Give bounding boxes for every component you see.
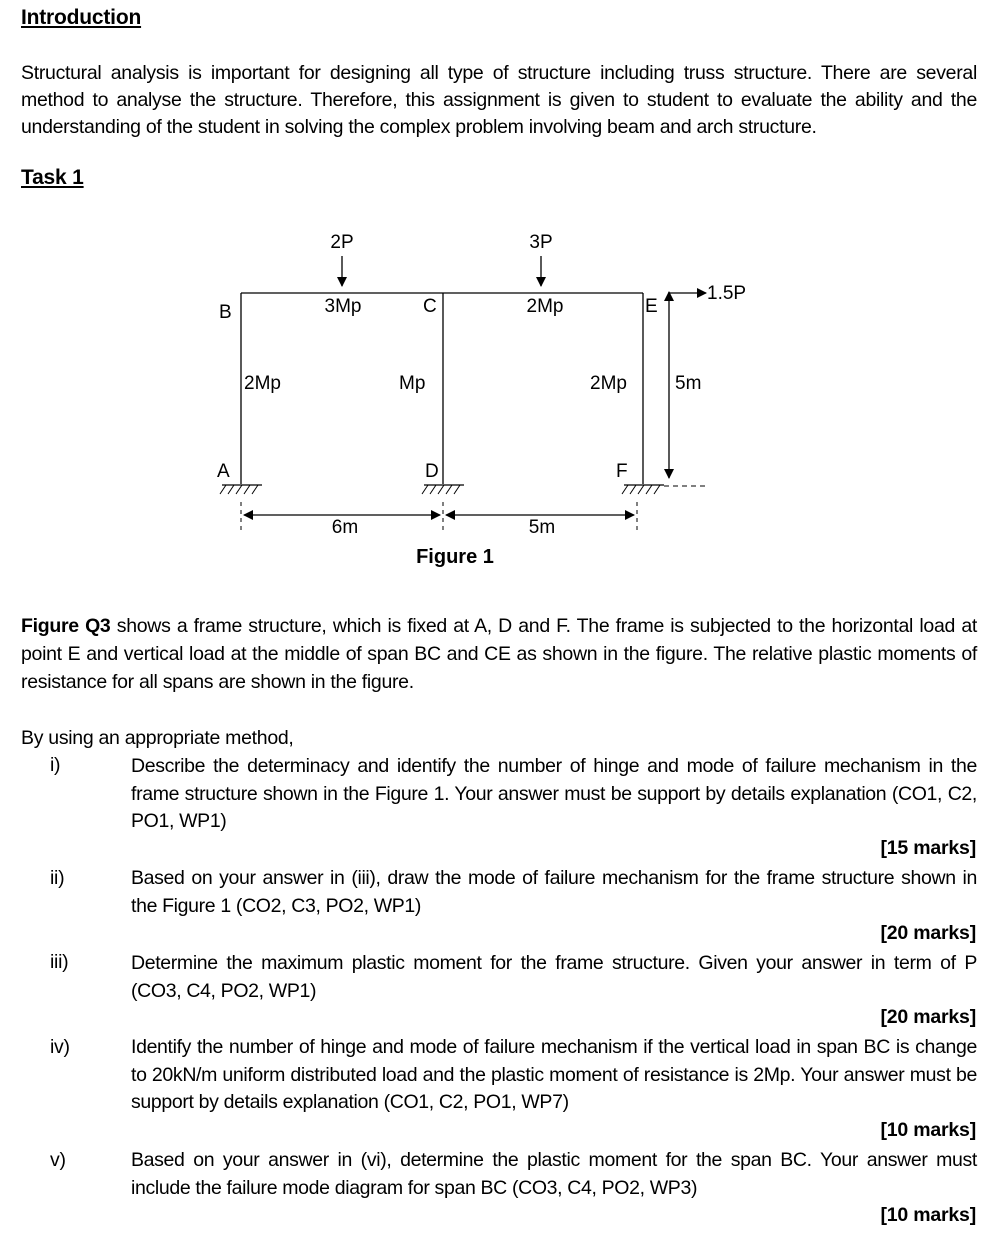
- question-numeral: i): [50, 754, 61, 776]
- fixed-support-d: [422, 485, 464, 494]
- frame-figure: [0, 220, 1002, 580]
- question-text: Determine the maximum plastic moment for the frame structure. Given your answer in term of P (CO3, C4, PO2, WP1): [131, 952, 977, 1002]
- load-label-bc: 2P: [330, 232, 354, 253]
- node-label-d: D: [425, 461, 439, 482]
- introduction-paragraph: Structural analysis is important for designing all type of structure including truss structure. There are several method to analyse the structure. Therefore, this assignment is given to student to evaluate the ability and the understanding of the student in solving the complex problem involving beam and arch structure.: [21, 62, 977, 138]
- question-marks: [20 marks]: [880, 922, 976, 944]
- question-text: Based on your answer in (iii), draw the mode of failure mechanism for the frame structure shown in the Figure 1 (CO2, C3, PO2, WP1): [131, 867, 977, 917]
- span-label-df: 5m: [528, 517, 556, 538]
- node-label-f: F: [616, 461, 628, 482]
- question-numeral: iv): [50, 1036, 70, 1058]
- fixed-support-a: [220, 485, 262, 494]
- question-marks: [10 marks]: [880, 1204, 976, 1226]
- description-paragraph: [21, 612, 977, 696]
- moment-label-ce: 2Mp: [526, 296, 564, 317]
- task-heading: Task 1: [21, 166, 84, 189]
- question-numeral: iii): [50, 951, 69, 973]
- horizontal-load-label: 1.5P: [707, 283, 747, 304]
- question-text: Describe the determinacy and identify the number of hinge and mode of failure mechanism in the frame structure shown in the Figure 1. Your answer must be support by details explanation (CO1, C2, PO1, WP1): [131, 755, 977, 832]
- description-text: shows a frame structure, which is fixed at A, D and F. The frame is subjected to the horizontal load at point E and vertical load at the middle of span BC and CE as shown in the figure. The relative plastic moments of resistance for all spans are shown in the figure.: [21, 615, 977, 693]
- method-intro: By using an appropriate method,: [21, 727, 294, 749]
- node-label-b: B: [219, 302, 232, 323]
- question-marks: [20 marks]: [880, 1006, 976, 1028]
- figure-caption: Figure 1: [416, 546, 494, 568]
- question-text: Based on your answer in (vi), determine the plastic moment for the span BC. Your answer must include the failure mode diagram for span BC (CO3, C4, PO2, WP3): [131, 1149, 977, 1199]
- height-dimension-label: 5m: [675, 373, 702, 394]
- fixed-support-f: [622, 485, 664, 494]
- question-numeral: ii): [50, 867, 65, 889]
- description-lead: Figure Q3: [21, 615, 111, 637]
- moment-label-ef: 2Mp: [590, 373, 627, 394]
- question-marks: [15 marks]: [880, 837, 976, 859]
- question-marks: [10 marks]: [880, 1119, 976, 1141]
- introduction-heading: Introduction: [21, 6, 142, 29]
- span-label-ad: 6m: [331, 517, 359, 538]
- question-numeral: v): [50, 1149, 66, 1171]
- question-text: Identify the number of hinge and mode of failure mechanism if the vertical load in span BC is change to 20kN/m uniform distributed load and the plastic moment of resistance is 2Mp. Your answer must be support by details explanation (CO1, C2, PO1, WP7): [131, 1036, 977, 1113]
- moment-label-ab: 2Mp: [244, 373, 281, 394]
- node-label-a: A: [217, 461, 230, 482]
- node-label-e: E: [645, 296, 658, 317]
- load-label-ce: 3P: [529, 232, 553, 253]
- node-label-c: C: [423, 296, 437, 317]
- moment-label-bc: 3Mp: [324, 296, 362, 317]
- moment-label-cd: Mp: [399, 373, 426, 394]
